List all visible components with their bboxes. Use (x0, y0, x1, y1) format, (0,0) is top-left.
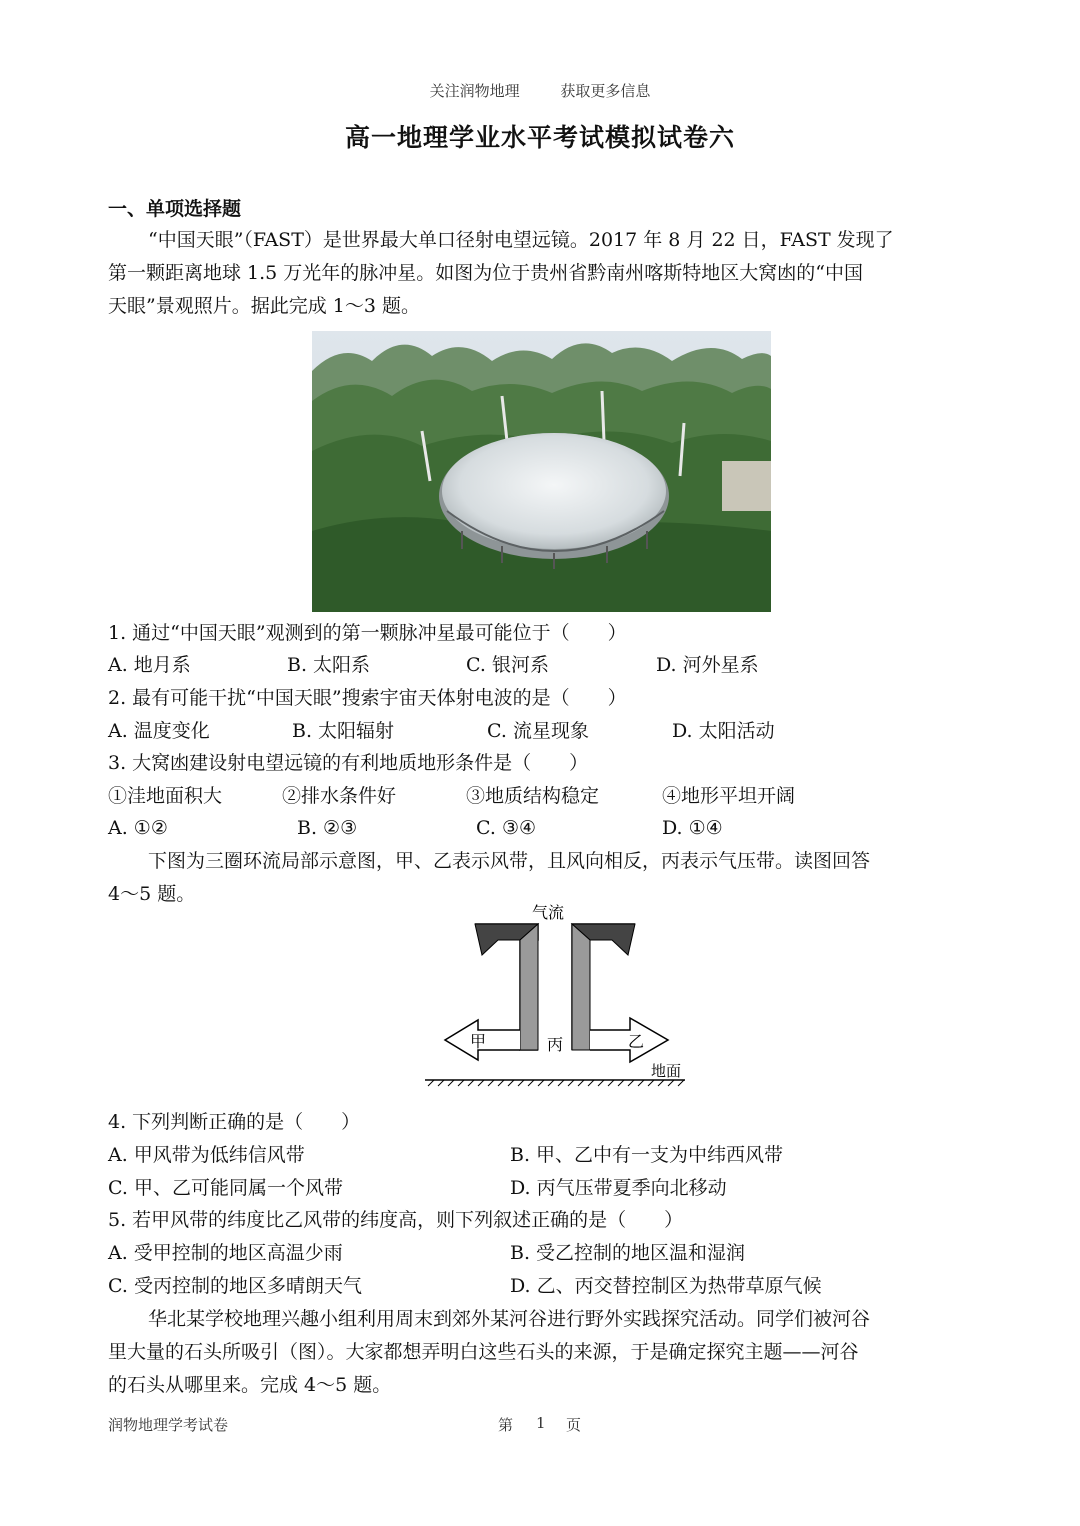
q2-option-d: D. 太阳活动 (672, 720, 775, 742)
intro1-line1: “中国天眼”（FAST）是世界最大单口径射电望远镜。2017 年 8 月 22 日，FAST 发现了 (148, 229, 894, 251)
intro2-line1: 下图为三圈环流局部示意图，甲、乙表示风带，且风向相反，丙表示气压带。读图回答 (148, 850, 871, 872)
intro3-line1: 华北某学校地理兴趣小组利用周末到郊外某河谷进行野外实践探究活动。同学们被河谷 (148, 1308, 871, 1330)
q3-item-2: ②排水条件好 (282, 785, 397, 807)
label-jia: 甲 (469, 1032, 487, 1051)
page-header (0, 80, 1080, 101)
circulation-diagram (420, 900, 690, 1090)
header-info: 获取更多信息 (560, 82, 651, 100)
q2-option-a: A. 温度变化 (108, 720, 210, 742)
q1-stem: 1. 通过“中国天眼”观测到的第一颗脉冲星最可能位于（ ） (108, 622, 627, 644)
q5-option-c: C. 受丙控制的地区多晴朗天气 (108, 1275, 362, 1297)
q2-option-c: C. 流星现象 (487, 720, 589, 742)
q3-option-b: B. ②③ (297, 817, 358, 839)
footer-page-prefix: 第 (498, 1416, 514, 1434)
intro1-line2: 第一颗距离地球 1.5 万光年的脉冲星。如图为位于贵州省黔南州喀斯特地区大窝凼的“中国 (108, 262, 864, 284)
label-ground: 地面 (650, 1062, 682, 1080)
intro3-line2: 里大量的石头所吸引（图）。大家都想弄明白这些石头的来源，于是确定探究主题——河谷 (108, 1341, 859, 1363)
q2-stem: 2. 最有可能干扰“中国天眼”搜索宇宙天体射电波的是（ ） (108, 687, 627, 709)
q5-option-d: D. 乙、丙交替控制区为热带草原气候 (510, 1275, 822, 1297)
q3-item-3: ③地质结构稳定 (466, 785, 600, 807)
section-heading: 一、单项选择题 (108, 198, 242, 220)
q1-option-c: C. 银河系 (466, 654, 549, 676)
footer-page-suffix: 页 (566, 1416, 582, 1434)
intro1-line3: 天眼”景观照片。据此完成 1～3 题。 (108, 295, 420, 317)
q4-option-d: D. 丙气压带夏季向北移动 (510, 1177, 727, 1199)
q4-option-a: A. 甲风带为低纬信风带 (108, 1144, 305, 1166)
q1-option-a: A. 地月系 (108, 654, 191, 676)
q5-stem: 5. 若甲风带的纬度比乙风带的纬度高，则下列叙述正确的是（ ） (108, 1209, 684, 1231)
footer-page-number: 1 (536, 1414, 546, 1432)
q5-option-b: B. 受乙控制的地区温和湿润 (510, 1242, 746, 1264)
q1-option-b: B. 太阳系 (287, 654, 371, 676)
q1-option-d: D. 河外星系 (656, 654, 759, 676)
label-bing: 丙 (546, 1035, 564, 1054)
q4-option-c: C. 甲、乙可能同属一个风带 (108, 1177, 343, 1199)
q3-stem: 3. 大窝凼建设射电望远镜的有利地质地形条件是（ ） (108, 752, 589, 774)
header-follow: 关注润物地理 (429, 82, 520, 100)
intro3-line3: 的石头从哪里来。完成 4～5 题。 (108, 1374, 392, 1396)
label-yi: 乙 (627, 1032, 645, 1051)
q4-option-b: B. 甲、乙中有一支为中纬西风带 (510, 1144, 784, 1166)
intro2-line2: 4～5 题。 (108, 883, 196, 905)
exam-title: 高一地理学业水平考试模拟试卷六 (344, 123, 735, 152)
q2-option-b: B. 太阳辐射 (292, 720, 395, 742)
fast-telescope-photo (312, 331, 771, 612)
q4-stem: 4. 下列判断正确的是（ ） (108, 1111, 361, 1133)
q3-option-c: C. ③④ (476, 817, 537, 839)
q3-option-d: D. ①④ (662, 817, 723, 839)
q3-item-4: ④地形平坦开阔 (662, 785, 796, 807)
q3-item-1: ①洼地面积大 (108, 785, 223, 807)
label-airflow: 气流 (531, 903, 565, 922)
q3-option-a: A. ①② (108, 817, 168, 839)
footer-title: 润物地理学考试卷 (108, 1416, 229, 1434)
q5-option-a: A. 受甲控制的地区高温少雨 (108, 1242, 343, 1264)
